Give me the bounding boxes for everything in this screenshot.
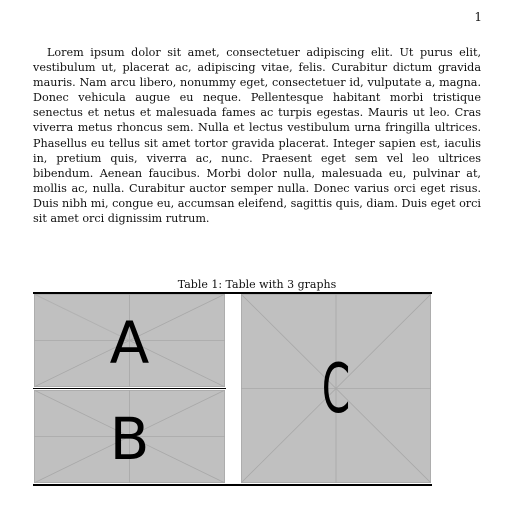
body-paragraph: Lorem ipsum dolor sit amet, consectetuer adipiscing elit. Ut purus elit, vestibulum ut, placerat ac, adipiscing vitae, felis. Curabitur dictum gravida mauris. Nam arcu libero, nonummy eget, consectetuer id, vulputate a, magna. Donec vehicula augue eu neque. Pellentesque habitant morbi tristique senectus et netus et malesuada fames ac turpis egestas. Mauris ut leo. Cras viverra metus rhoncus sem. Nulla et lectus vestibulum urna fringilla ultrices. Phasellus eu tellus sit amet tortor gravida placerat. Integer sapien est, iaculis in, pretium quis, viverra ac, nunc. Praesent eget sem vel leo ultrices bibendum. Aenean faucibus. Morbi dolor nulla, malesuada eu, pulvinar at, mollis ac, nulla. Curabitur auctor semper nulla. Donec varius orci eget risus. Duis nibh mi, congue eu, accumsan eleifend, sagittis quis, diam. Duis eget orci sit amet orci dignissim rutrum. bbox=[33, 46, 481, 226]
table-bottom-rule bbox=[33, 484, 432, 486]
graph-a-placeholder bbox=[34, 294, 225, 387]
graph-a-label: A bbox=[109, 309, 150, 377]
graph-c-placeholder bbox=[241, 294, 431, 483]
graph-c-label: C bbox=[321, 350, 351, 429]
table-caption: Table 1: Table with 3 graphs bbox=[177, 278, 337, 291]
graph-b-placeholder bbox=[34, 390, 225, 483]
page-number: 1 bbox=[474, 10, 482, 24]
graph-b-label: B bbox=[109, 405, 150, 473]
table-middle-rule bbox=[33, 388, 226, 389]
